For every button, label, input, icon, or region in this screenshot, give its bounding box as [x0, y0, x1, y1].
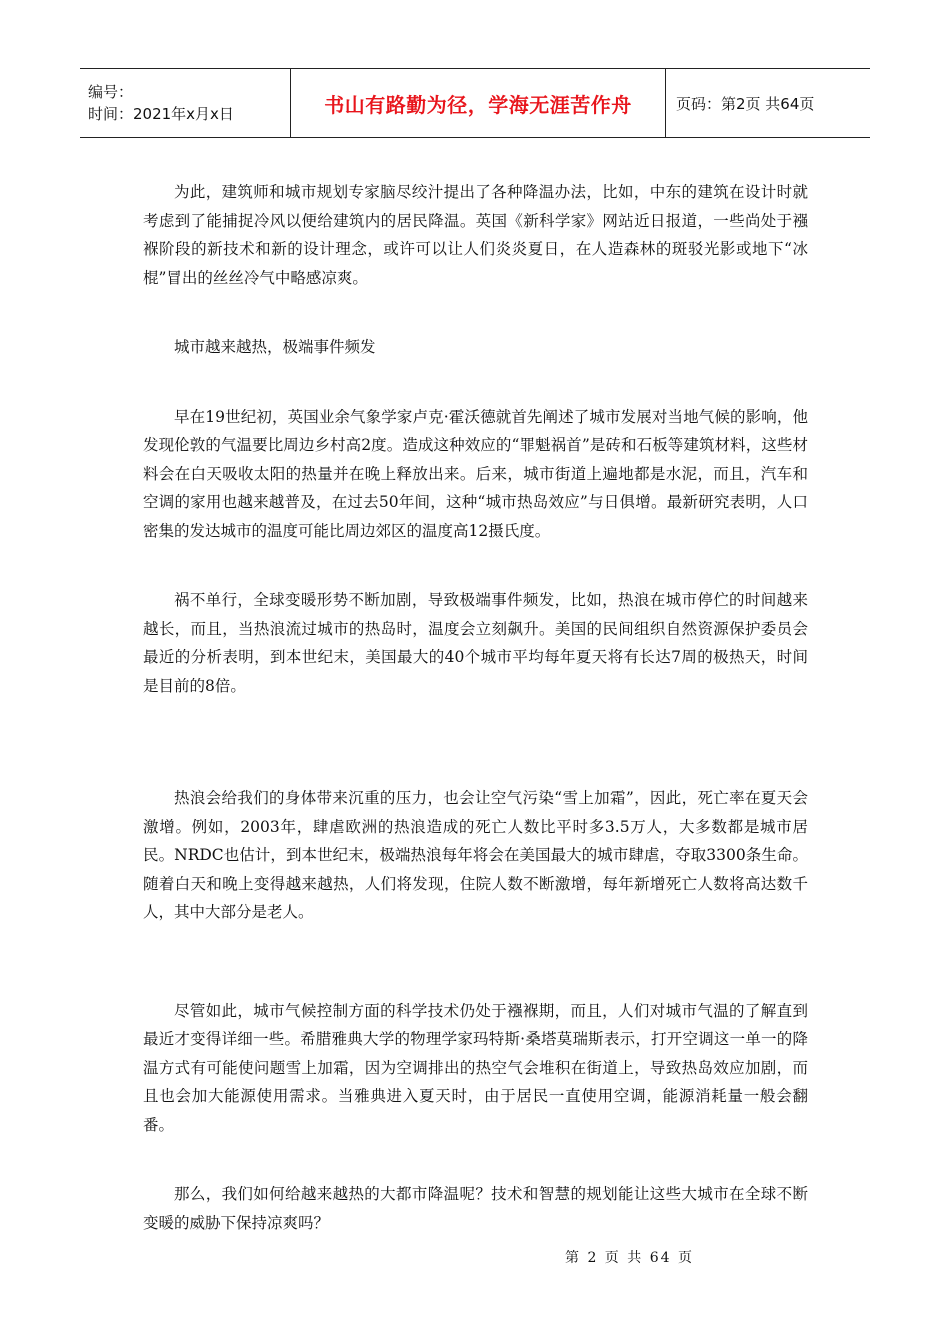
paragraph-2: 早在19世纪初，英国业余气象学家卢克·霍沃德就首先阐述了城市发展对当地气候的影响，他发现伦敦的气温要比周边乡村高2度。造成这种效应的“罪魁祸首”是砖和石板等建筑材料，这些材料会在白天吸收太阳的热量并在晚上释放出来。后来，城市街道上遍地都是水泥，而且，汽车和空调的家用也越来越普及，在过去50年间，这种“城市热岛效应”与日俱增。最新研究表明，人口密集的发达城市的温度可能比周边郊区的温度高12摄氏度。 [143, 407, 808, 540]
header-motto: 书山有路勤为径，学海无涯苦作舟 [324, 92, 632, 117]
paragraph-1: 为此，建筑师和城市规划专家脑尽绞汁提出了各种降温办法，比如，中东的建筑在设计时就考虑到了能捕捉冷风以便给建筑内的居民降温。英国《新科学家》网站近日报道，一些尚处于襁褓阶段的新技术和新的设计理念，或许可以让人们炎炎夏日，在人造森林的斑驳光影或地下“冰棍”冒出的丝丝冷气中略感凉爽。 [143, 183, 808, 287]
header-page-info-cell [666, 69, 870, 137]
document-time-label: 时间：2021年x月x日 [88, 105, 234, 123]
document-number-label: 编号： [88, 83, 134, 101]
document-body [143, 178, 808, 1237]
header-motto-cell [290, 69, 666, 137]
header-page-info: 页码：第2页 共64页 [676, 94, 815, 113]
paragraph-5: 尽管如此，城市气候控制方面的科学技术仍处于襁褓期，而且，人们对城市气温的了解直到最近才变得详细一些。希腊雅典大学的物理学家玛特斯·桑塔莫瑞斯表示，打开空调这一单一的降温方式有可能使问题雪上加霜，因为空调排出的热空气会堆积在街道上，导致热岛效应加剧，而且也会加大能源使用需求。当雅典进入夏天时，由于居民一直使用空调，能源消耗量一般会翻番。 [143, 1001, 808, 1134]
paragraph-3: 祸不单行，全球变暖形势不断加剧，导致极端事件频发，比如，热浪在城市停伫的时间越来越长，而且，当热浪流过城市的热岛时，温度会立刻飙升。美国的民间组织自然资源保护委员会最近的分析表明，到本世纪末，美国最大的40个城市平均每年夏天将有长达7周的极热天，时间是目前的8倍。 [143, 591, 808, 695]
section-heading: 城市越来越热，极端事件频发 [174, 338, 376, 356]
header-meta [80, 69, 290, 137]
page-header [80, 68, 870, 138]
paragraph-6: 那么，我们如何给越来越热的大都市降温呢？技术和智慧的规划能让这些大城市在全球不断变暖的威胁下保持凉爽吗？ [143, 1185, 808, 1232]
paragraph-4: 热浪会给我们的身体带来沉重的压力，也会让空气污染“雪上加霜”，因此，死亡率在夏天会激增。例如，2003年，肆虐欧洲的热浪造成的死亡人数比平时多3.5万人，大多数都是城市居民。NRDC也估计，到本世纪末，极端热浪每年将会在美国最大的城市肆虐，夺取3300条生命。随着白天和晚上变得越来越热，人们将发现，住院人数不断激增，每年新增死亡人数将高达数千人，其中大部分是老人。 [143, 789, 808, 921]
page-footer: 第 2 页 共 64 页 [565, 1250, 694, 1266]
